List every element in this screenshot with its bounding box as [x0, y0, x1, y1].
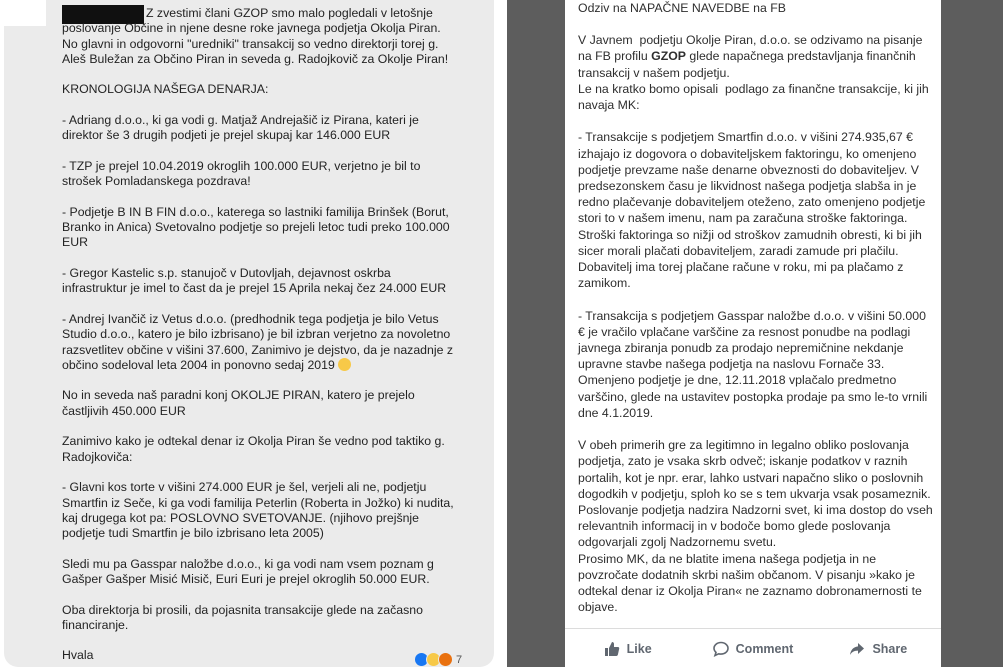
reaction-summary[interactable]: [414, 652, 462, 667]
comment-label: Comment: [735, 641, 794, 656]
comment-paragraph: - Adriang d.o.o., ki ga vodi g. Matjaž Andrejašič iz Pirana, kateri je direktor še 3 drugih podjeti je prejel skupaj kar 146.000 EUR: [62, 113, 423, 143]
post-body: [578, 0, 933, 632]
share-button[interactable]: [816, 641, 941, 657]
comment-paragraph: - Gregor Kastelic s.p. stanujoč v Dutovljah, dejavnost oskrba infrastruktur je imel to čast da je prejel 15 Aprila nekaj čez 24.000 EUR: [62, 266, 447, 296]
share-label: Share: [872, 641, 908, 656]
share-icon: [849, 641, 865, 657]
comment-paragraph: Oba direktorja bi prosili, da pojasnita transakcije glede na začasno financiranje.: [62, 602, 427, 632]
smiley-emoji-icon: [338, 358, 351, 371]
post-paragraph: V obeh primerih gre za legitimno in legalno obliko poslovanja podjetja, zato je vsaka skrb odveč; iskanje podatkov v raznih portalih, kot je npr. erar, lahko ustvari napačno sliko o poslovnih dogodkih v podjetju, sploh ko se s tem ukvarja vsak posameznik. Poslovanje podjetja nadzira Nadzorni svet, ki ima dostop do vseh relevantnih informacij in v bodoče bomo glede poslovanja odgovarjali zgolj Nadzornemu svetu. Prosimo MK, da ne blatite imena našega podjetja in ne povzročate dodatnih skrbi našim občanom. V pisanju »kako je odtekal denar iz Okolja Piran« ne zaznamo dobronamernosti te objave.: [578, 438, 933, 615]
angry-reaction-icon: [438, 652, 453, 667]
comment-paragraph: - Podjetje B IN B FIN d.o.o., katerega so lastniki familija Brinšek (Borut, Branko in Anica) Svetovalno podjetje so prejeli letoc tudi preko 100.000 EUR: [62, 204, 454, 250]
post-intro: [578, 32, 933, 113]
thumbs-up-icon: [604, 641, 620, 657]
post-paragraph: - Transakcije s podjetjem Smartfin d.o.o. v višini 274.935,67 € izhajajo iz dogovora o dobaviteljskem faktoringu, ko omenjeno podjetje prevzame naše denarne obveznosti do dobaviteljev. V predsezonskem času je likvidnost našega podjetja slabša in je redno plačevanje dobaviteljem oteženo, zato omenjeno podjetje stori to v našem imenu, nam pa zaračuna stroške faktoringa. Stroški faktoringa so nižji od stroškov zamudnih obresti, ki bi jih sicer morali plačati dobaviteljem, zaradi zamude pri plačilu. Dobavitelj ima torej plačane račune v roku, mi pa plačamo z zamikom.: [578, 130, 929, 291]
comment-paragraph: - TZP je prejel 10.04.2019 okroglih 100.000 EUR, verjetno je bil to strošek Pomladanskega pozdrava!: [62, 158, 424, 189]
author-avatar-redacted: [0, 0, 46, 26]
reaction-count: 7: [456, 653, 463, 666]
comment-paragraph: Hvala: [62, 648, 94, 663]
left-comment-panel: [0, 0, 500, 667]
like-button[interactable]: [565, 641, 690, 657]
comment-icon: [713, 641, 729, 657]
right-post-panel: [507, 0, 1003, 667]
post-intro-bold: GZOP: [651, 49, 686, 64]
comment-paragraph: - Glavni kos torte v višini 274.000 EUR je šel, verjeli ali ne, podjetju Smartfin iz Seče, ki ga vodi familija Peterlin (Roberta in Jožko) ki nudita, kaj drugega kot pa: POSLOVNO SVETOVANJE. (njihovo prejšnje podjetje tudi Smartfin je bilo izbrisano leta 2005): [62, 480, 458, 541]
comment-paragraph: Sledi mu pa Gasspar naložbe d.o.o., ki ga vodi nam vsem poznam g Gašper Gašper Misić Misič, Euri Euri je prejel okroglih 50.000 EUR.: [62, 556, 438, 586]
like-label: Like: [626, 641, 652, 656]
comment-paragraph: KRONOLOGIJA NAŠEGA DENARJA:: [62, 82, 269, 97]
comment-paragraph: Z zvestimi člani GZOP smo malo pogledali v letošnje poslovanje Občine in njene desne roke javnega podjetja Okolja Piran. No glavni in odgovorni "uredniki" transakcij so vedno direktorji torej g. Aleš Buležan za Občino Piran in seveda g. Radojkovič za Okolje Piran!: [62, 6, 449, 66]
post-paragraph: - Transakcija s podjetjem Gasspar naložbe d.o.o. v višini 50.000 € je vračilo vplačane varščine za resnost ponudbe na podlagi javnega zbiranja ponudb za prodajo nepremičnine nekdanje upravne stavbe našega podjetja na naslovu Fornače 33. Omenjeno podjetje je dne, 12.11.2018 vplačalo predmetno varščino, glede na ustavitev postopka prodaje pa smo le-to vrnili dne 4.1.2019.: [578, 308, 931, 420]
post-intro-text: glede napačnega predstavljanja finančnih transakcij v našem podjetju. Le na kratko bomo opisali podlago za finančne transakcije, ki jih navaja MK:: [578, 49, 929, 113]
comment-paragraph: Zanimivo kako je odtekal denar iz Okolja Piran še vedno pod taktiko g. Radojkoviča:: [62, 434, 449, 464]
post-title: Odziv na NAPAČNE NAVEDBE na FB: [578, 1, 786, 15]
comment-paragraph: No in seveda naš paradni konj OKOLJE PIRAN, katero je prejelo častljivih 450.000 EUR: [62, 388, 419, 418]
comment-paragraph-with-emoji: [62, 312, 457, 373]
post-action-bar: [565, 628, 941, 667]
post-card: [565, 0, 941, 667]
comment-button[interactable]: [690, 641, 815, 657]
comment-body: [62, 6, 457, 667]
post-intro-text: V Javnem podjetju Okolje Piran, d.o.o. se odzivamo na pisanje na FB profilu: [578, 33, 926, 64]
comment-bubble: [4, 0, 494, 667]
comment-paragraph-text: - Andrej Ivančič iz Vetus d.o.o. (predhodnik tega podjetja je bilo Vetus Studio d.o.o., katero je bilo izbrisano) je bil izbran verjetno za novoletno razsvetlitev občine v višini 37.600, Zanimivo je dejstvo, da je nazadnje z občino sodeloval leta 2004 in ponovno sedaj 2019: [62, 311, 457, 372]
